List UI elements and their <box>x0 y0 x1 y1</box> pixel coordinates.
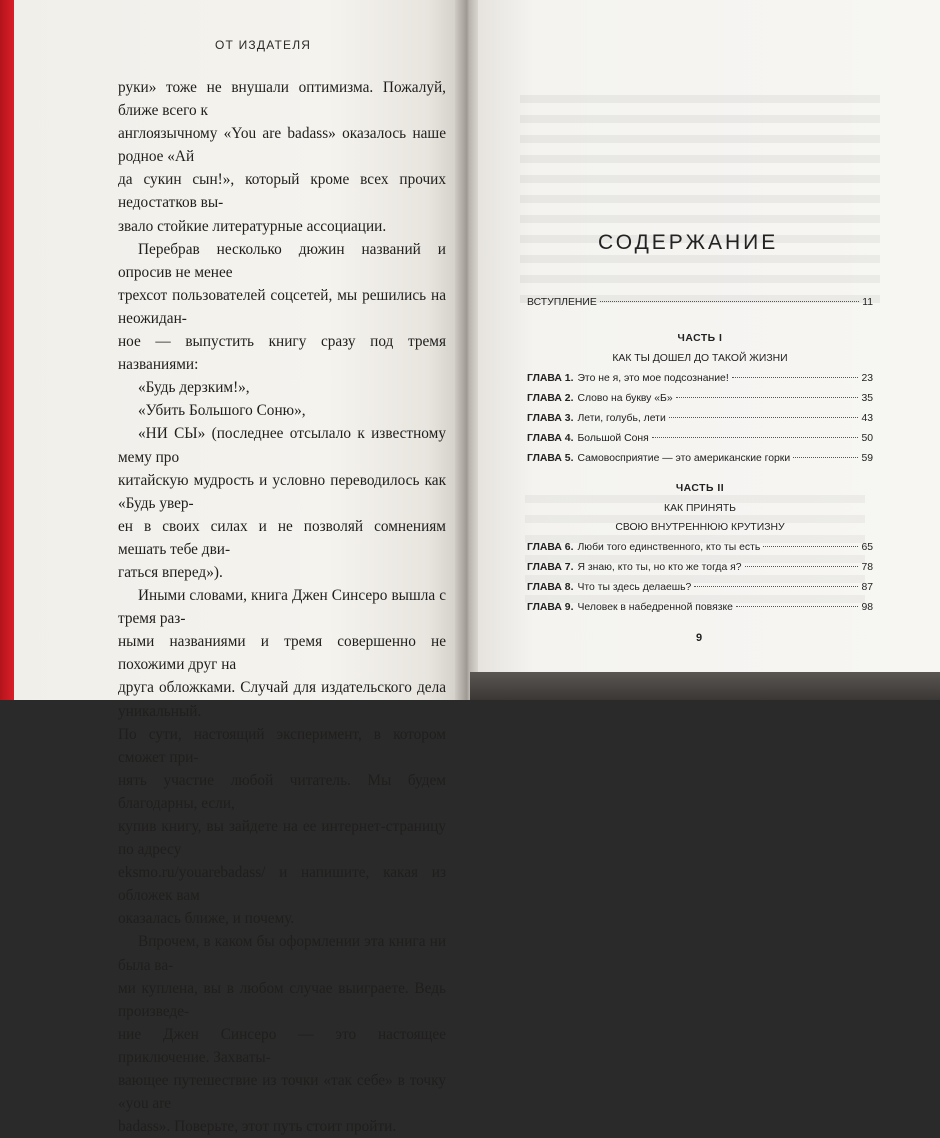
toc-chapter-title: Люби того единственного, кто ты есть <box>577 542 761 553</box>
running-header: ОТ ИЗДАТЕЛЯ <box>215 38 312 52</box>
text-line: вающее путешествие из точки «так себе» в точку «you are <box>118 1072 446 1113</box>
toc-chapter-number: ГЛАВА 6. <box>527 542 574 553</box>
toc-part-heading <box>527 481 873 536</box>
toc-page-number: 65 <box>861 542 873 553</box>
text-line: ние Джен Синсеро — это настоящее приключение. Захваты- <box>118 1025 446 1066</box>
toc-intro-label: ВСТУПЛЕНИЕ <box>527 297 597 308</box>
text-line: ными названиями и тремя совершенно не похожими друг на <box>118 633 446 674</box>
toc-chapter-label <box>527 582 691 593</box>
toc-chapter-label <box>527 413 666 424</box>
text-line: ен в своих силах и не позволяй сомнениям мешать тебе дви- <box>118 517 446 558</box>
toc-page-number: 35 <box>861 393 873 404</box>
toc-chapter-title: Человек в набедренной повязке <box>577 602 733 613</box>
leader-dots <box>732 377 859 378</box>
toc-chapter-row[interactable] <box>527 542 873 562</box>
toc-page-number: 43 <box>861 413 873 424</box>
text-line: англоязычному «You are badass» оказалось наше родное «Ай <box>118 125 446 166</box>
leader-dots <box>669 417 859 418</box>
text-line: ное — выпустить книгу сразу под тремя названиями: <box>118 333 446 374</box>
text-line: Впрочем, в каком бы оформлении эта книга ни была ва- <box>118 933 446 974</box>
toc-chapter-label <box>527 373 729 384</box>
text-line: да сукин сын!», который кроме всех прочих недостатков вы- <box>118 171 446 212</box>
toc-page-number: 59 <box>861 453 873 464</box>
toc-page-number: 50 <box>861 433 873 444</box>
toc-parts <box>527 331 873 622</box>
leader-dots <box>694 586 858 587</box>
toc-part-label: ЧАСТЬ II <box>675 483 725 494</box>
body-text <box>118 76 446 1138</box>
toc-part-title: КАК ТЫ ДОШЕЛ ДО ТАКОЙ ЖИЗНИ <box>612 353 788 364</box>
leader-dots <box>652 437 859 438</box>
toc-chapter-label <box>527 433 649 444</box>
leader-dots <box>736 606 859 607</box>
toc-chapter-number: ГЛАВА 7. <box>527 562 574 573</box>
text-line: По сути, настоящий эксперимент, в котором сможет при- <box>118 725 446 766</box>
toc-chapter-row[interactable] <box>527 413 873 433</box>
text-line: ми куплена, вы в любом случае выиграете. Ведь произведе- <box>118 979 446 1020</box>
leader-dots <box>793 457 858 458</box>
toc-intro-row[interactable] <box>527 297 873 317</box>
text-line: нять участие любой читатель. Мы будем благодарны, если, <box>118 771 446 812</box>
text-line: друга обложками. Случай для издательского дела уникальный. <box>118 679 446 720</box>
text-line: трехсот пользователей соцсетей, мы решились на неожидан- <box>118 286 446 327</box>
toc-page-number: 11 <box>862 297 873 308</box>
text-line: Перебрав несколько дюжин названий и опросив не менее <box>118 240 446 281</box>
toc-chapter-title: Лети, голубь, лети <box>577 413 666 424</box>
table-edge <box>470 672 940 700</box>
toc-chapter-number: ГЛАВА 4. <box>527 433 574 444</box>
toc-chapter-number: ГЛАВА 3. <box>527 413 574 424</box>
toc-chapter-number: ГЛАВА 5. <box>527 453 574 464</box>
toc-part-title: СВОЮ ВНУТРЕННЮЮ КРУТИЗНУ <box>615 522 785 533</box>
text-line: «Убить Большого Соню», <box>138 402 306 420</box>
toc-chapter-title: Это не я, это мое подсознание! <box>577 373 729 384</box>
toc-part-label: ЧАСТЬ I <box>677 333 723 344</box>
text-line: руки» тоже не внушали оптимизма. Пожалуй, ближе всего к <box>118 79 446 120</box>
text-line: eksmo.ru/youarebadass/ и напишите, какая из обложек вам <box>118 864 446 905</box>
toc-chapter-number: ГЛАВА 8. <box>527 582 574 593</box>
toc-chapter-label <box>527 562 742 573</box>
toc-chapter-number: ГЛАВА 2. <box>527 393 574 404</box>
toc-page-number: 98 <box>861 602 873 613</box>
leader-dots <box>763 546 858 547</box>
toc-chapter-title: Большой Соня <box>577 433 649 444</box>
leader-dots <box>745 566 859 567</box>
toc-chapter-label <box>527 542 760 553</box>
toc-page-number: 78 <box>861 562 873 573</box>
toc-chapter-row[interactable] <box>527 582 873 602</box>
page-number: 9 <box>696 632 703 644</box>
leader-dots <box>600 301 859 302</box>
text-line: оказалась ближе, и почему. <box>118 910 295 928</box>
toc-chapter-title: Самовосприятие — это американские горки <box>577 453 791 464</box>
toc-part-title: КАК ПРИНЯТЬ <box>664 503 736 514</box>
text-line: китайскую мудрость и условно переводилось как «Будь увер- <box>118 471 446 512</box>
toc-chapter-row[interactable] <box>527 562 873 582</box>
text-line: звало стойкие литературные ассоциации. <box>118 217 387 235</box>
toc-part-heading <box>527 331 873 367</box>
toc-page-number: 87 <box>861 582 873 593</box>
toc-chapter-number: ГЛАВА 1. <box>527 373 574 384</box>
text-line: badass». Поверьте, этот путь стоит пройти. <box>118 1118 397 1136</box>
toc-chapter-row[interactable] <box>527 373 873 393</box>
toc-chapter-row[interactable] <box>527 433 873 453</box>
show-through-texture <box>520 95 880 315</box>
toc-chapter-label <box>527 393 673 404</box>
toc-chapter-label <box>527 453 790 464</box>
toc-chapter-title: Что ты здесь делаешь? <box>577 582 692 593</box>
toc-title: СОДЕРЖАНИЕ <box>598 231 779 254</box>
toc-chapter-row[interactable] <box>527 453 873 473</box>
text-line: Иными словами, книга Джен Синсеро вышла с тремя раз- <box>118 587 446 628</box>
toc-chapter-title: Я знаю, кто ты, но кто же тогда я? <box>577 562 742 573</box>
table-of-contents <box>527 297 873 622</box>
toc-chapter-title: Слово на букву «Б» <box>577 393 673 404</box>
toc-chapter-label <box>527 602 733 613</box>
toc-chapter-row[interactable] <box>527 393 873 413</box>
toc-page-number: 23 <box>861 373 873 384</box>
text-line: «НИ СЫ» (последнее отсылало к известному мему про <box>118 425 446 466</box>
text-line: купив книгу, вы зайдете на ее интернет-страницу по адресу <box>118 818 446 859</box>
text-line: «Будь дерзким!», <box>138 379 250 397</box>
leader-dots <box>676 397 859 398</box>
toc-chapter-row[interactable] <box>527 602 873 622</box>
text-line: гаться вперед»). <box>118 563 223 581</box>
toc-chapter-number: ГЛАВА 9. <box>527 602 574 613</box>
